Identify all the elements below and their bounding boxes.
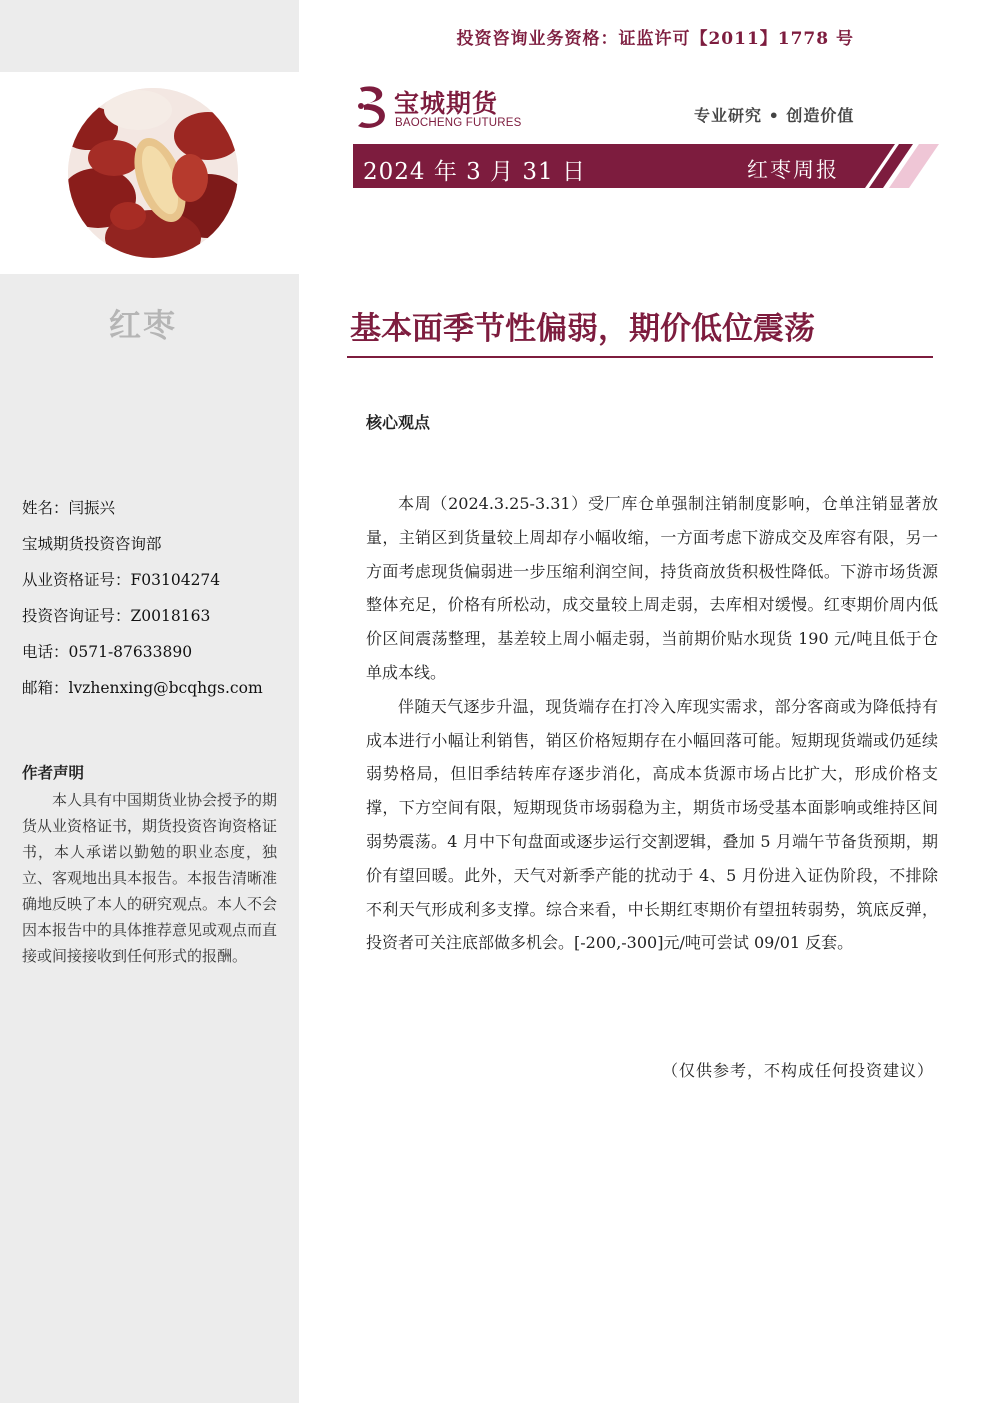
analyst-name: 姓名：闫振兴 — [22, 499, 116, 517]
body-paragraph: 伴随天气逐步升温，现货端存在打冷入库现实需求，部分客商或为降低持有成本进行小幅让利销售，销区价格短期存在小幅回落可能。短期现货端或仍延续弱势格局，但旧季结转库存逐步消化，高成本货源市场占比扩大，形成价格支撑，下方空间有限，短期现货市场弱稳为主，期货市场受基本面影响或维持区间弱势震荡。4 月中下旬盘面或逐步运行交割逻辑，叠加 5 月端午节备货预期，期价有望回暖。此外，天气对新季产能的扰动于 4、5 月份进入证伪阶段，不排除不利天气形成利多支撑。综合来看，中长期红枣期价有望扭转弱势，筑底反弹，投资者可关注底部做多机会。[-200,-300]元/吨可尝试 09/01 反套。 — [366, 696, 938, 953]
sidebar-title: 红枣 — [108, 306, 177, 344]
analyst-phone: 电话：0571-87633890 — [22, 643, 193, 661]
analyst-consulting-number: 投资咨询证号：Z0018163 — [22, 607, 211, 625]
red-dates-photo — [68, 88, 238, 258]
license-line: 投资咨询业务资格：证监许可【2011】1778 号 — [456, 29, 854, 49]
analyst-department: 宝城期货投资咨询部 — [22, 535, 162, 553]
analyst-qualification-number: 从业资格证号：F03104274 — [22, 571, 221, 589]
logo-icon — [354, 84, 390, 130]
analyst-email[interactable]: 邮箱：lvzhenxing@bcqhgs.com — [22, 679, 263, 697]
report-body — [366, 487, 938, 960]
report-type: 红枣周报 — [747, 158, 839, 182]
logo-english-name: BAOCHENG FUTURES — [395, 117, 522, 129]
headline-divider — [347, 356, 933, 358]
body-paragraph: 本周（2024.3.25-3.31）受厂库仓单强制注销制度影响，仓单注销显著放量，主销区到货量较上周却存小幅收缩，一方面考虑下游成交及库容有限，另一方面考虑现货偏弱进一步压缩利润空间，持货商放货积极性降低。下游市场货源整体充足，价格有所松动，成交量较上周走弱，去库相对缓慢。红枣期价周内低价区间震荡整理，基差较上周小幅走弱，当前期价贴水现货 190 元/吨且低于仓单成本线。 — [366, 494, 938, 682]
slogan: 专业研究 • 创造价值 — [694, 106, 855, 125]
core-viewpoint-title: 核心观点 — [366, 413, 431, 432]
report-headline: 基本面季节性偏弱，期价低位震荡 — [350, 311, 815, 347]
sidebar-top-panel — [0, 0, 299, 72]
report-date: 2024 年 3 月 31 日 — [363, 159, 586, 185]
company-logo — [354, 84, 524, 134]
declaration-title: 作者声明 — [22, 763, 85, 782]
declaration-text: 本人具有中国期货业协会授予的期货从业资格证书，期货投资咨询资格证书，本人承诺以勤勉的职业态度，独立、客观地出具本报告。本报告清晰准确地反映了本人的研究观点。本人不会因本报告中的具体推荐意见或观点而直接或间接接收到任何形式的报酬。 — [22, 791, 278, 965]
logo-chinese-name: 宝城期货 — [394, 89, 499, 118]
date-banner — [353, 144, 913, 188]
disclaimer: （仅供参考，不构成任何投资建议） — [661, 1061, 934, 1080]
analyst-info — [22, 496, 263, 712]
